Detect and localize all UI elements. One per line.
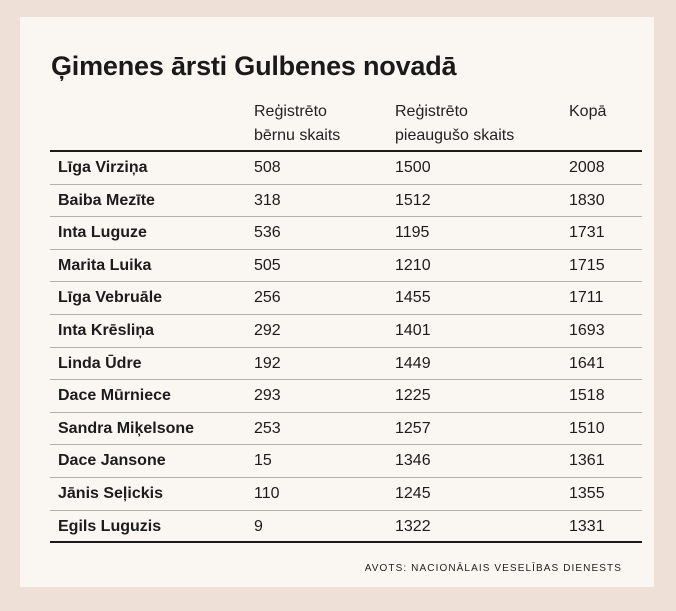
table-row [50,445,642,478]
total-count-cell: 1711 [569,289,604,307]
infographic-card [20,17,654,587]
table-row [50,185,642,218]
page-title: Ģimenes ārsti Gulbenes novadā [51,51,457,81]
doctor-name-cell: Līga Virziņa [58,159,148,176]
children-count-cell: 15 [254,452,272,470]
children-count-cell: 9 [254,517,263,535]
children-count-cell: 293 [254,387,281,405]
doctor-name-cell: Marita Luika [58,256,152,274]
total-count-cell: 1830 [569,191,605,209]
adults-count-cell: 1245 [395,484,431,502]
adults-count-cell: 1210 [395,256,431,274]
doctor-name-cell: Sandra Miķelsone [58,419,195,437]
total-count-cell: 1355 [569,484,605,502]
column-header-children-line2: bērnu skaits [254,127,341,144]
column-header-adults [395,100,514,148]
table-row [50,315,642,348]
table-row [50,282,642,315]
source-note: AVOTS: NACIONĀLAIS VESELĪBAS DIENESTS [364,563,622,574]
children-count-cell: 253 [254,419,281,437]
table-row [50,380,642,413]
doctor-name-cell: Egils Luguzis [58,517,162,535]
total-count-cell: 1510 [569,419,605,437]
column-header-adults-line2: pieaugušo skaits [395,127,515,144]
column-header-total [569,100,606,124]
children-count-cell: 192 [254,354,281,372]
column-header-adults-line1: Reģistrēto [395,103,468,120]
children-count-cell: 292 [254,321,281,339]
children-count-cell: 505 [254,256,281,274]
total-count-cell: 1361 [569,452,605,470]
children-count-cell: 318 [254,191,281,209]
children-count-cell: 508 [254,159,281,176]
table-row [50,250,642,283]
doctor-name-cell: Līga Vebruāle [58,289,163,307]
doctor-name-cell: Baiba Mezīte [58,191,155,209]
doctor-name-cell: Dace Jansone [58,452,166,470]
doctor-name-cell: Inta Luguze [58,224,147,242]
total-count-cell: 1715 [569,256,605,274]
children-count-cell: 256 [254,289,281,307]
total-count-cell: 1641 [569,354,605,372]
adults-count-cell: 1257 [395,419,431,437]
table-row [50,217,642,250]
total-count-cell: 1518 [569,387,605,405]
column-header-children [254,100,340,148]
column-header-total-label: Kopā [569,103,607,120]
children-count-cell: 110 [254,484,280,502]
children-count-cell: 536 [254,224,281,242]
adults-count-cell: 1346 [395,452,431,470]
doctor-name-cell: Inta Krēsliņa [58,321,155,339]
doctor-name-cell: Linda Ūdre [58,354,142,372]
doctor-name-cell: Jānis Seļickis [58,484,163,502]
doctor-name-cell: Dace Mūrniece [58,387,171,405]
adults-count-cell: 1500 [395,159,431,176]
table-row [50,413,642,446]
total-count-cell: 2008 [569,159,605,176]
adults-count-cell: 1449 [395,354,431,372]
table-row [50,152,642,185]
adults-count-cell: 1225 [395,387,431,405]
adults-count-cell: 1322 [395,517,431,535]
total-count-cell: 1331 [569,517,605,535]
adults-count-cell: 1195 [395,224,430,242]
adults-count-cell: 1401 [395,321,431,339]
table-row [50,348,642,381]
total-count-cell: 1731 [569,224,605,242]
column-header-children-line1: Reģistrēto [254,103,327,120]
adults-count-cell: 1512 [395,191,431,209]
adults-count-cell: 1455 [395,289,431,307]
total-count-cell: 1693 [569,321,605,339]
table-row [50,511,642,544]
table-row [50,478,642,511]
doctors-table [50,152,642,543]
